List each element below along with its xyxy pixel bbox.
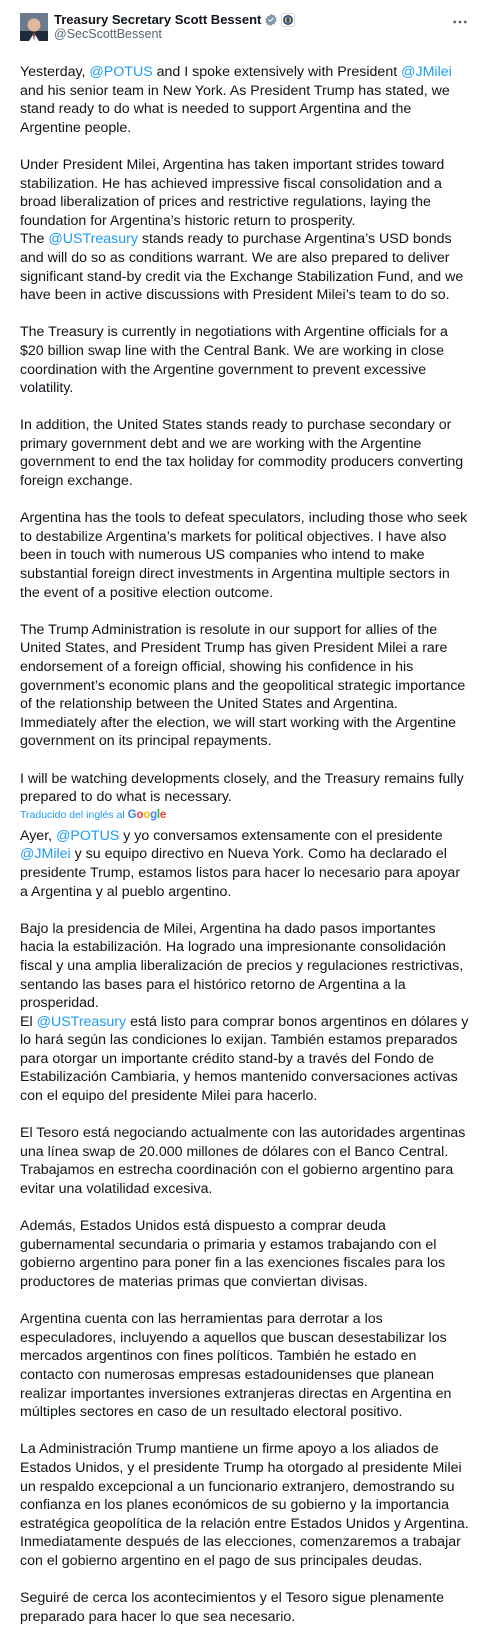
- original-paragraph-3: [20, 230, 471, 304]
- text-run: está listo para comprar bonos argentinos en dólares y lo hará según las condiciones lo exijan. También estamos preparados para otorgar un importante crédito stand-by a través del Fondo de Estabilización Cambiaria, y hemos mantenido conversaciones activas con el equipo del presidente Milei para hacerlo.: [20, 1013, 469, 1105]
- author-handle[interactable]: @SecScottBessent: [54, 27, 162, 41]
- original-paragraph-7: The Trump Administration is resolute in our support for allies of the United States, and President Trump has given President Milei a rare endorsement of a foreign official, showing his confidence in his government’s economic plans and the geopolitical strategic importance of the relationship between the United States and Argentina. Immediately after the election, we will start working with the Argentine government on its principal repayments.: [20, 621, 466, 750]
- text-run: and his senior team in New York. As President Trump has stated, we stand ready to do what is needed to support Argentina and the Argentine people.: [20, 82, 450, 136]
- original-paragraph-1: [20, 63, 471, 137]
- translated-paragraph-2: Bajo la presidencia de Milei, Argentina ha dado pasos importantes hacia la estabilización. Ha logrado una impresionante consolidación fiscal y una amplia liberalización de precios y regulaciones restrictivas, sentando las bases para el histórico retorno de Argentina a la prosperidad.: [20, 920, 464, 1012]
- original-paragraph-8: I will be watching developments closely, and the Treasury remains fully prepared to do what is necessary.: [20, 770, 464, 806]
- mention-jmilei[interactable]: @JMilei: [20, 846, 71, 863]
- original-paragraph-5: In addition, the United States stands ready to purchase secondary or primary government debt and we are working with the Argentine government to end the tax holiday for commodity producers converting foreign exchange.: [20, 417, 464, 490]
- more-horizontal-icon: [451, 13, 469, 31]
- translated-paragraph-8: Seguiré de cerca los acontecimientos y el Tesoro sigue plenamente preparado para hacer lo que sea necesario.: [20, 1590, 445, 1625]
- text-run: y yo conversamos extensamente con el presidente: [119, 827, 443, 844]
- text-run: and I spoke extensively with President: [152, 64, 402, 80]
- mention-ustreasury[interactable]: @USTreasury: [48, 231, 138, 248]
- text-run: Ayer,: [20, 827, 57, 844]
- translation-label: Traducido del inglés al: [20, 808, 125, 821]
- translated-paragraph-5: Además, Estados Unidos está dispuesto a comprar deuda gubernamental secundaria o primaria y estamos trabajando con el gobierno argentino para poner fin a las exenciones fiscales para los productores de materias primas que conviertan divisas.: [20, 1218, 446, 1290]
- original-paragraph-2: Under President Milei, Argentina has taken important strides toward stabilization. He has achieved impressive fiscal consolidation and a broad liberalization of prices and restrictive regulations, laying the foundation for Argentina’s historic return to prosperity.: [20, 156, 445, 229]
- mention-ustreasury[interactable]: @USTreasury: [36, 1013, 127, 1030]
- original-paragraph-6: Argentina has the tools to defeat speculators, including those who seek to destabilize Argentina’s markets for political objectives. I have also been in touch with numerous US companies who intend to make substantial foreign direct investments in Argentina multiple sectors in the event of a positive election outcome.: [20, 510, 468, 601]
- translation-attribution[interactable]: [20, 808, 471, 822]
- author-name-row: [54, 12, 295, 27]
- author-names: [54, 12, 295, 42]
- text-run: Yesterday,: [20, 64, 90, 80]
- verified-badge-icon[interactable]: [264, 13, 278, 27]
- translated-paragraph-6: Argentina cuenta con las herramientas para derrotar a los especuladores, incluyendo a aquellos que buscan desestabilizar los mercados argentinos con fines políticos. También he estado en contacto con numerosas empresas estadounidenses que planean realizar importantes inversiones extranjeras directas en Argentina en múltiples sectores en caso de un resultado electoral positivo.: [20, 1311, 452, 1421]
- tweet-header: [20, 12, 471, 42]
- google-logo: Google: [127, 808, 167, 821]
- author-display-name[interactable]: Treasury Secretary Scott Bessent: [54, 12, 262, 27]
- more-options-button[interactable]: [449, 12, 471, 32]
- text-run: El: [20, 1013, 37, 1030]
- translated-paragraph-4: El Tesoro está negociando actualmente con las autoridades argentinas una línea swap de 20.000 millones de dólares con el Banco Central. Trabajamos en estrecha coordinación con el gobierno argentino para evitar una volatilidad excesiva.: [20, 1125, 466, 1198]
- tweet-text: [20, 63, 471, 1626]
- translated-paragraph-1: [20, 827, 471, 901]
- mention-jmilei[interactable]: @JMilei: [401, 64, 452, 80]
- translated-paragraph-7: La Administración Trump mantiene un firme apoyo a los aliados de Estados Unidos, y el presidente Trump ha otorgado al presidente Milei un respaldo excepcional a un funcionario extranjero, demostrando su confianza en los planes económicos de su gobierno y la importancia estratégica geopolítica de la relación entre Estados Unidos y Argentina. Inmediatamente después de las elecciones, comenzaremos a trabajar con el gobierno argentino en el pago de sus principales deudas.: [20, 1441, 469, 1569]
- text-run: The: [20, 231, 49, 248]
- mention-potus[interactable]: @POTUS: [56, 827, 120, 844]
- translated-paragraph-3: [20, 1013, 471, 1106]
- avatar-image-icon: [20, 13, 48, 41]
- mention-potus[interactable]: @POTUS: [89, 64, 153, 80]
- original-paragraph-4: The Treasury is currently in negotiations with Argentine officials for a $20 billion swap line with the Central Bank. We are working in close coordination with the Argentine government to prevent excessive volatility.: [20, 324, 448, 397]
- text-run: y su equipo directivo en Nueva York. Como ha declarado el presidente Trump, estamos listos para hacer lo necesario para apoyar a Argentina y al pueblo argentino.: [20, 846, 461, 900]
- treasury-seal-icon[interactable]: [281, 13, 295, 27]
- avatar[interactable]: [20, 13, 48, 41]
- text-run: stands ready to purchase Argentina’s USD bonds and will do so as conditions warrant. We are also prepared to deliver significant stand-by credit via the Exchange Stabilization Fund, and we have been in active discussions with President Milei’s team to do so.: [20, 231, 464, 304]
